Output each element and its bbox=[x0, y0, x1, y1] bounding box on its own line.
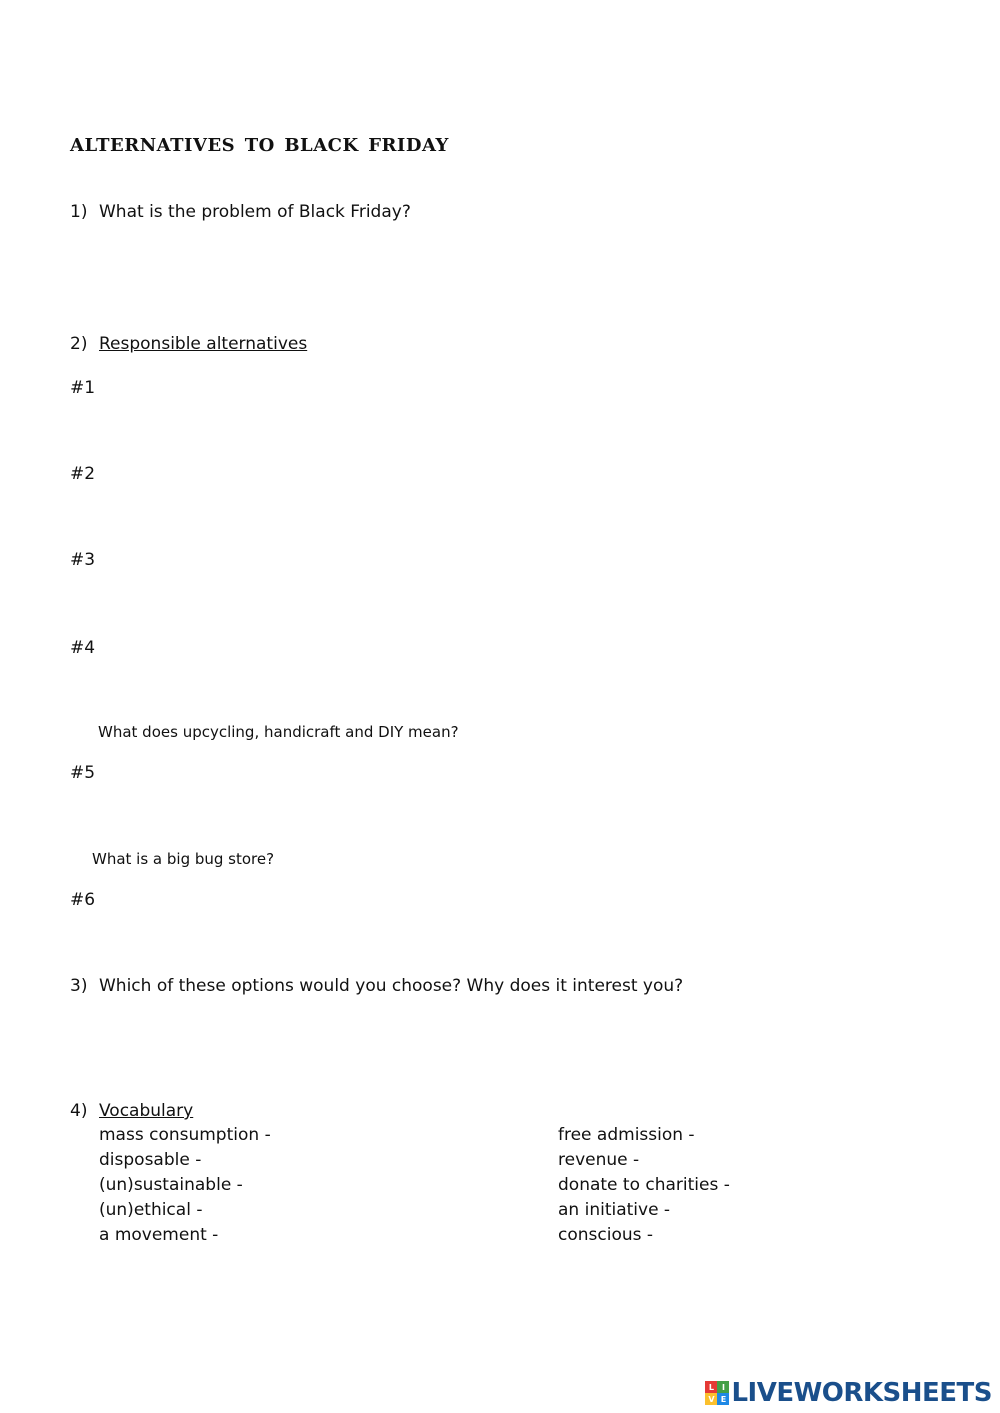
sub-question-4: What does upcycling, handicraft and DIY mean? bbox=[98, 723, 459, 741]
question-text: Responsible alternatives bbox=[99, 334, 308, 354]
vocab-item: revenue - bbox=[558, 1150, 640, 1170]
question-number: 1) bbox=[70, 202, 88, 222]
question-text: Vocabulary bbox=[99, 1101, 194, 1121]
vocab-item: disposable - bbox=[99, 1150, 202, 1170]
logo-text: LIVEWORKSHEETS bbox=[731, 1378, 992, 1408]
item-6: #6 bbox=[70, 890, 96, 910]
vocab-item: (un)sustainable - bbox=[99, 1175, 243, 1195]
vocab-item: mass consumption - bbox=[99, 1125, 271, 1145]
sub-question-5: What is a big bug store? bbox=[92, 850, 275, 868]
item-2: #2 bbox=[70, 464, 96, 484]
item-1: #1 bbox=[70, 378, 96, 398]
vocab-item: (un)ethical - bbox=[99, 1200, 203, 1220]
logo-letter: E bbox=[717, 1393, 729, 1405]
logo-letter: L bbox=[705, 1381, 717, 1393]
question-number: 3) bbox=[70, 976, 88, 996]
question-3 bbox=[70, 976, 683, 996]
vocab-item: free admission - bbox=[558, 1125, 695, 1145]
question-number: 2) bbox=[70, 334, 88, 354]
question-text: What is the problem of Black Friday? bbox=[99, 202, 411, 222]
liveworksheets-logo bbox=[705, 1378, 992, 1408]
vocab-item: a movement - bbox=[99, 1225, 219, 1245]
logo-letter: V bbox=[705, 1393, 717, 1405]
vocab-item: an initiative - bbox=[558, 1200, 671, 1220]
question-number: 4) bbox=[70, 1101, 88, 1121]
item-4: #4 bbox=[70, 638, 96, 658]
logo-icon bbox=[705, 1381, 729, 1405]
vocab-right-column bbox=[558, 1123, 730, 1248]
vocab-left-column bbox=[99, 1123, 271, 1248]
question-1 bbox=[70, 202, 411, 222]
item-5: #5 bbox=[70, 763, 96, 783]
question-text: Which of these options would you choose? Why does it interest you? bbox=[99, 976, 684, 996]
question-2 bbox=[70, 334, 307, 354]
vocab-item: conscious - bbox=[558, 1225, 654, 1245]
vocab-item: donate to charities - bbox=[558, 1175, 730, 1195]
logo-letter: I bbox=[717, 1381, 729, 1393]
item-3: #3 bbox=[70, 550, 96, 570]
question-4 bbox=[70, 1101, 193, 1121]
page-title: alternatives to black friday bbox=[70, 128, 449, 158]
